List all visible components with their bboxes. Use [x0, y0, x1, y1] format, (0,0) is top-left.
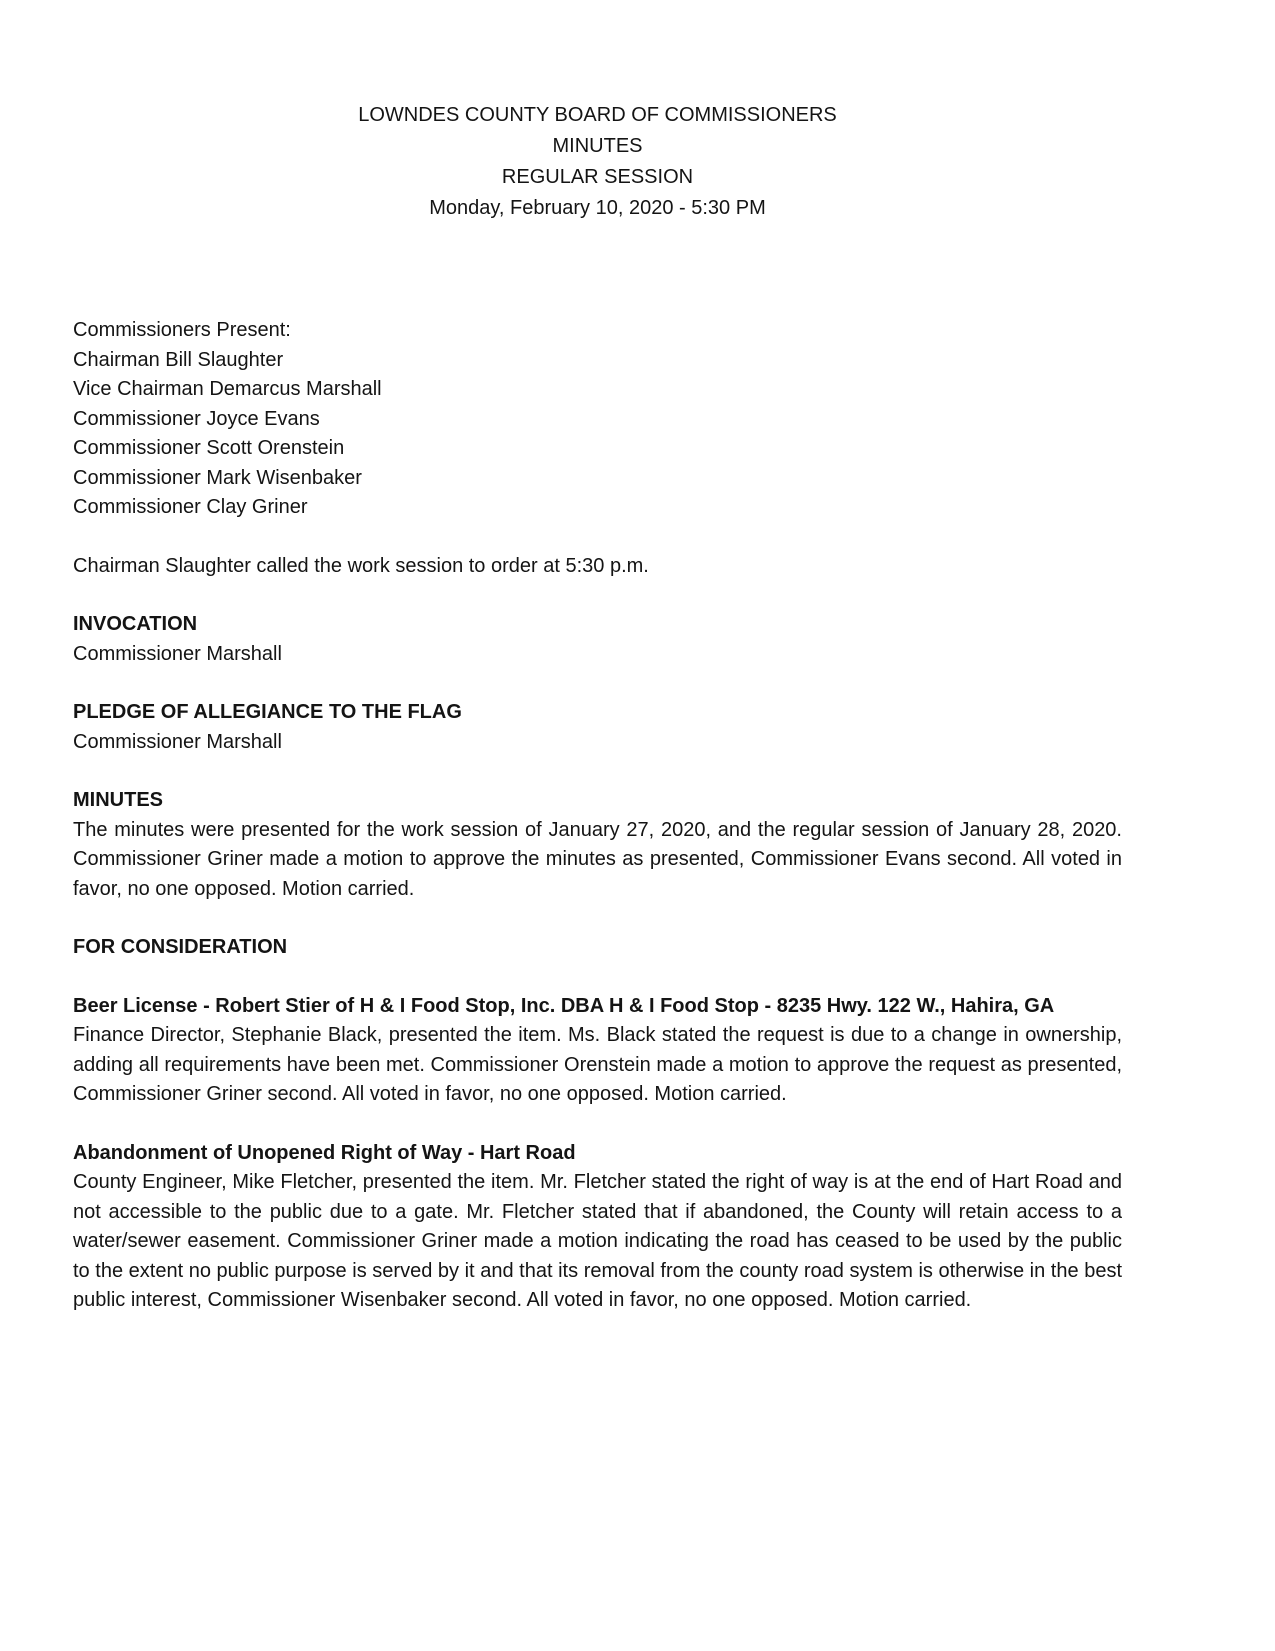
pledge-body: Commissioner Marshall	[73, 730, 282, 753]
org-title: LOWNDES COUNTY BOARD OF COMMISSIONERS	[358, 104, 837, 126]
attendee: Vice Chairman Demarcus Marshall	[73, 378, 382, 400]
minutes-section	[73, 786, 1122, 904]
agenda-item-title: Abandonment of Unopened Right of Way - Hart Road	[73, 1141, 576, 1164]
attendee: Commissioner Clay Griner	[73, 496, 308, 518]
pledge-heading: PLEDGE OF ALLEGIANCE TO THE FLAG	[73, 701, 462, 723]
attendance-section	[73, 316, 1122, 523]
session-type: REGULAR SESSION	[501, 166, 694, 188]
pledge-section	[73, 698, 1122, 757]
invocation-body: Commissioner Marshall	[73, 642, 282, 665]
attendee: Commissioner Scott Orenstein	[73, 437, 345, 459]
minutes-heading: MINUTES	[73, 789, 163, 811]
attendee: Commissioner Mark Wisenbaker	[73, 466, 362, 489]
agenda-item-body: Finance Director, Stephanie Black, presented the item. Ms. Black stated the request is due to a change in ownership, adding all requirements have been met. Commissioner Orenstein made a motion to approve the request as presented, Commissioner Griner second. All voted in favor, no one opposed. Motion carried.	[73, 1024, 1122, 1105]
agenda-item-beer-license	[73, 992, 1122, 1110]
attendee: Commissioner Joyce Evans	[73, 407, 320, 430]
doc-type: MINUTES	[552, 135, 643, 157]
session-datetime: Monday, February 10, 2020 - 5:30 PM	[429, 197, 766, 219]
invocation-section	[73, 610, 1122, 669]
for-consideration-section	[73, 933, 1122, 963]
call-to-order: Chairman Slaughter called the work session to order at 5:30 p.m.	[73, 554, 649, 577]
agenda-item-abandonment	[73, 1139, 1122, 1316]
agenda-item-body: County Engineer, Mike Fletcher, presented the item. Mr. Fletcher stated the right of way is at the end of Hart Road and not accessible to the public due to a gate. Mr. Fletcher stated that if abandoned, the County will retain access to a water/sewer easement. Commissioner Griner made a motion indicating the road has ceased to be used by the public to the extent no public purpose is served by it and that its removal from the county road system is otherwise in the best public interest, Commissioner Wisenbaker second. All voted in favor, no one opposed. Motion carried.	[73, 1171, 1122, 1311]
for-consideration-heading: FOR CONSIDERATION	[73, 936, 288, 958]
attendee: Chairman Bill Slaughter	[73, 348, 284, 371]
minutes-body: The minutes were presented for the work session of January 27, 2020, and the regular session of January 28, 2020. Commissioner Griner made a motion to approve the minutes as presented, Commissioner Evans second. All voted in favor, no one opposed. Motion carried.	[73, 818, 1122, 900]
invocation-heading: INVOCATION	[73, 613, 198, 635]
attendance-label: Commissioners Present:	[73, 319, 291, 341]
document-header	[73, 100, 1122, 224]
agenda-item-title: Beer License - Robert Stier of H & I Food Stop, Inc. DBA H & I Food Stop - 8235 Hwy. 122 W., Hahira, GA	[73, 994, 1055, 1017]
